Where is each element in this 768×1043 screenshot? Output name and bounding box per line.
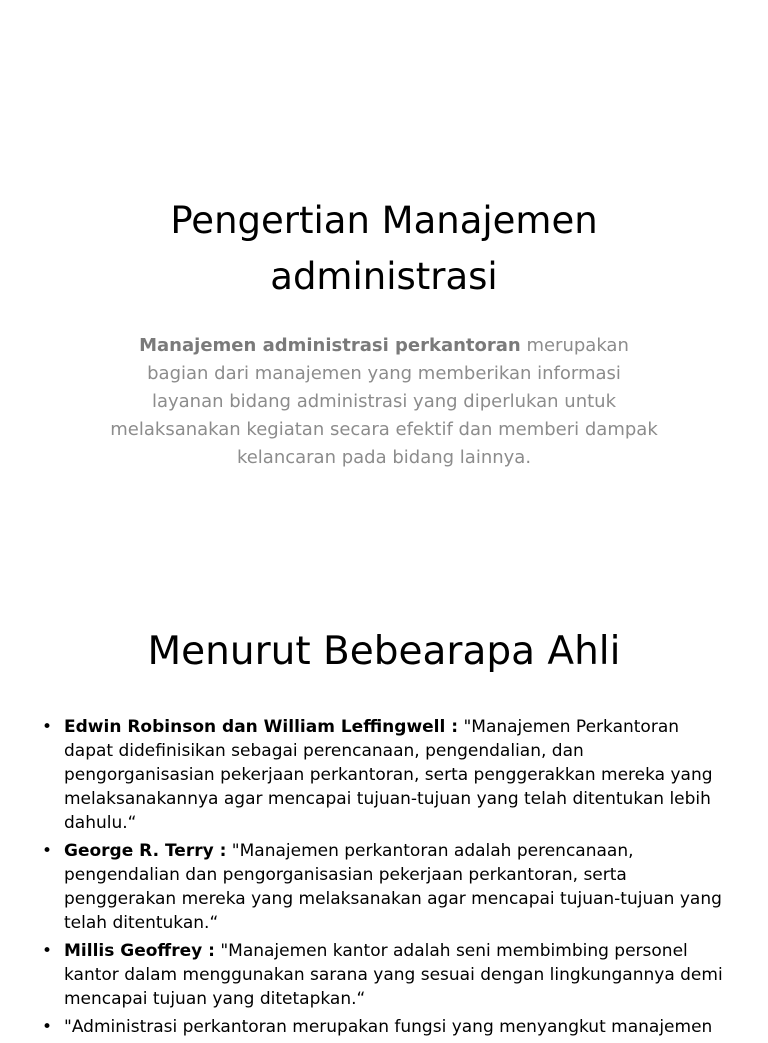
expert-definition: "Administrasi perkantoran merupakan fungsi yang menyangkut manajemen (64, 1017, 713, 1037)
expert-definition: "Manajemen Perkantoran dapat didefinisikan sebagai perencanaan, pengendalian, dan pengorganisasian pekerjaan perkantoran, serta penggerakkan mereka yang melaksanakannya agar mencapai tujuan-tujuan yang telah ditentukan lebih dahulu.“ (64, 717, 713, 833)
slide-1-title-line-2: administrasi (270, 255, 498, 298)
expert-definition: "Manajemen perkantoran adalah perencanaan, pengendalian dan pengorganisasian pekerjaan perkantoran, serta penggerakan mereka yang melaksanakan agar mencapai tujuan-tujuan yang telah ditentukan.“ (64, 841, 722, 933)
bullet-icon: • (42, 1017, 53, 1037)
expert-definition: "Manajemen kantor adalah seni membimbing personel kantor dalam menggunakan sarana yang sesuai dengan lingkungannya demi mencapai tujuan yang ditetapkan.“ (64, 941, 723, 1009)
subtitle-emphasis: Manajemen administrasi perkantoran (139, 335, 521, 356)
list-item (40, 939, 730, 1011)
list-item (40, 715, 730, 835)
expert-definition-list (40, 715, 730, 1043)
bullet-icon: • (42, 841, 53, 861)
slide-1-subtitle (110, 332, 658, 472)
slide-1-title-line-1: Pengertian Manajemen (170, 199, 598, 242)
list-item (40, 839, 730, 935)
slide-2-title: Menurut Bebearapa Ahli (147, 629, 621, 674)
expert-name: Millis Geoffrey : (64, 941, 215, 961)
slide-2 (0, 576, 768, 1037)
bullet-icon: • (42, 717, 53, 737)
slide-1-title (80, 193, 688, 305)
expert-name: Edwin Robinson dan William Leffingwell : (64, 717, 459, 737)
subtitle-text: merupakan bagian dari manajemen yang memberikan informasi layanan bidang administrasi yang diperlukan untuk melaksanakan kegiatan secara efektif dan memberi dampak kelancaran pada bidang lainnya. (110, 335, 658, 468)
bullet-icon: • (42, 941, 53, 961)
expert-name: George R. Terry : (64, 841, 227, 861)
list-item (40, 1015, 730, 1039)
